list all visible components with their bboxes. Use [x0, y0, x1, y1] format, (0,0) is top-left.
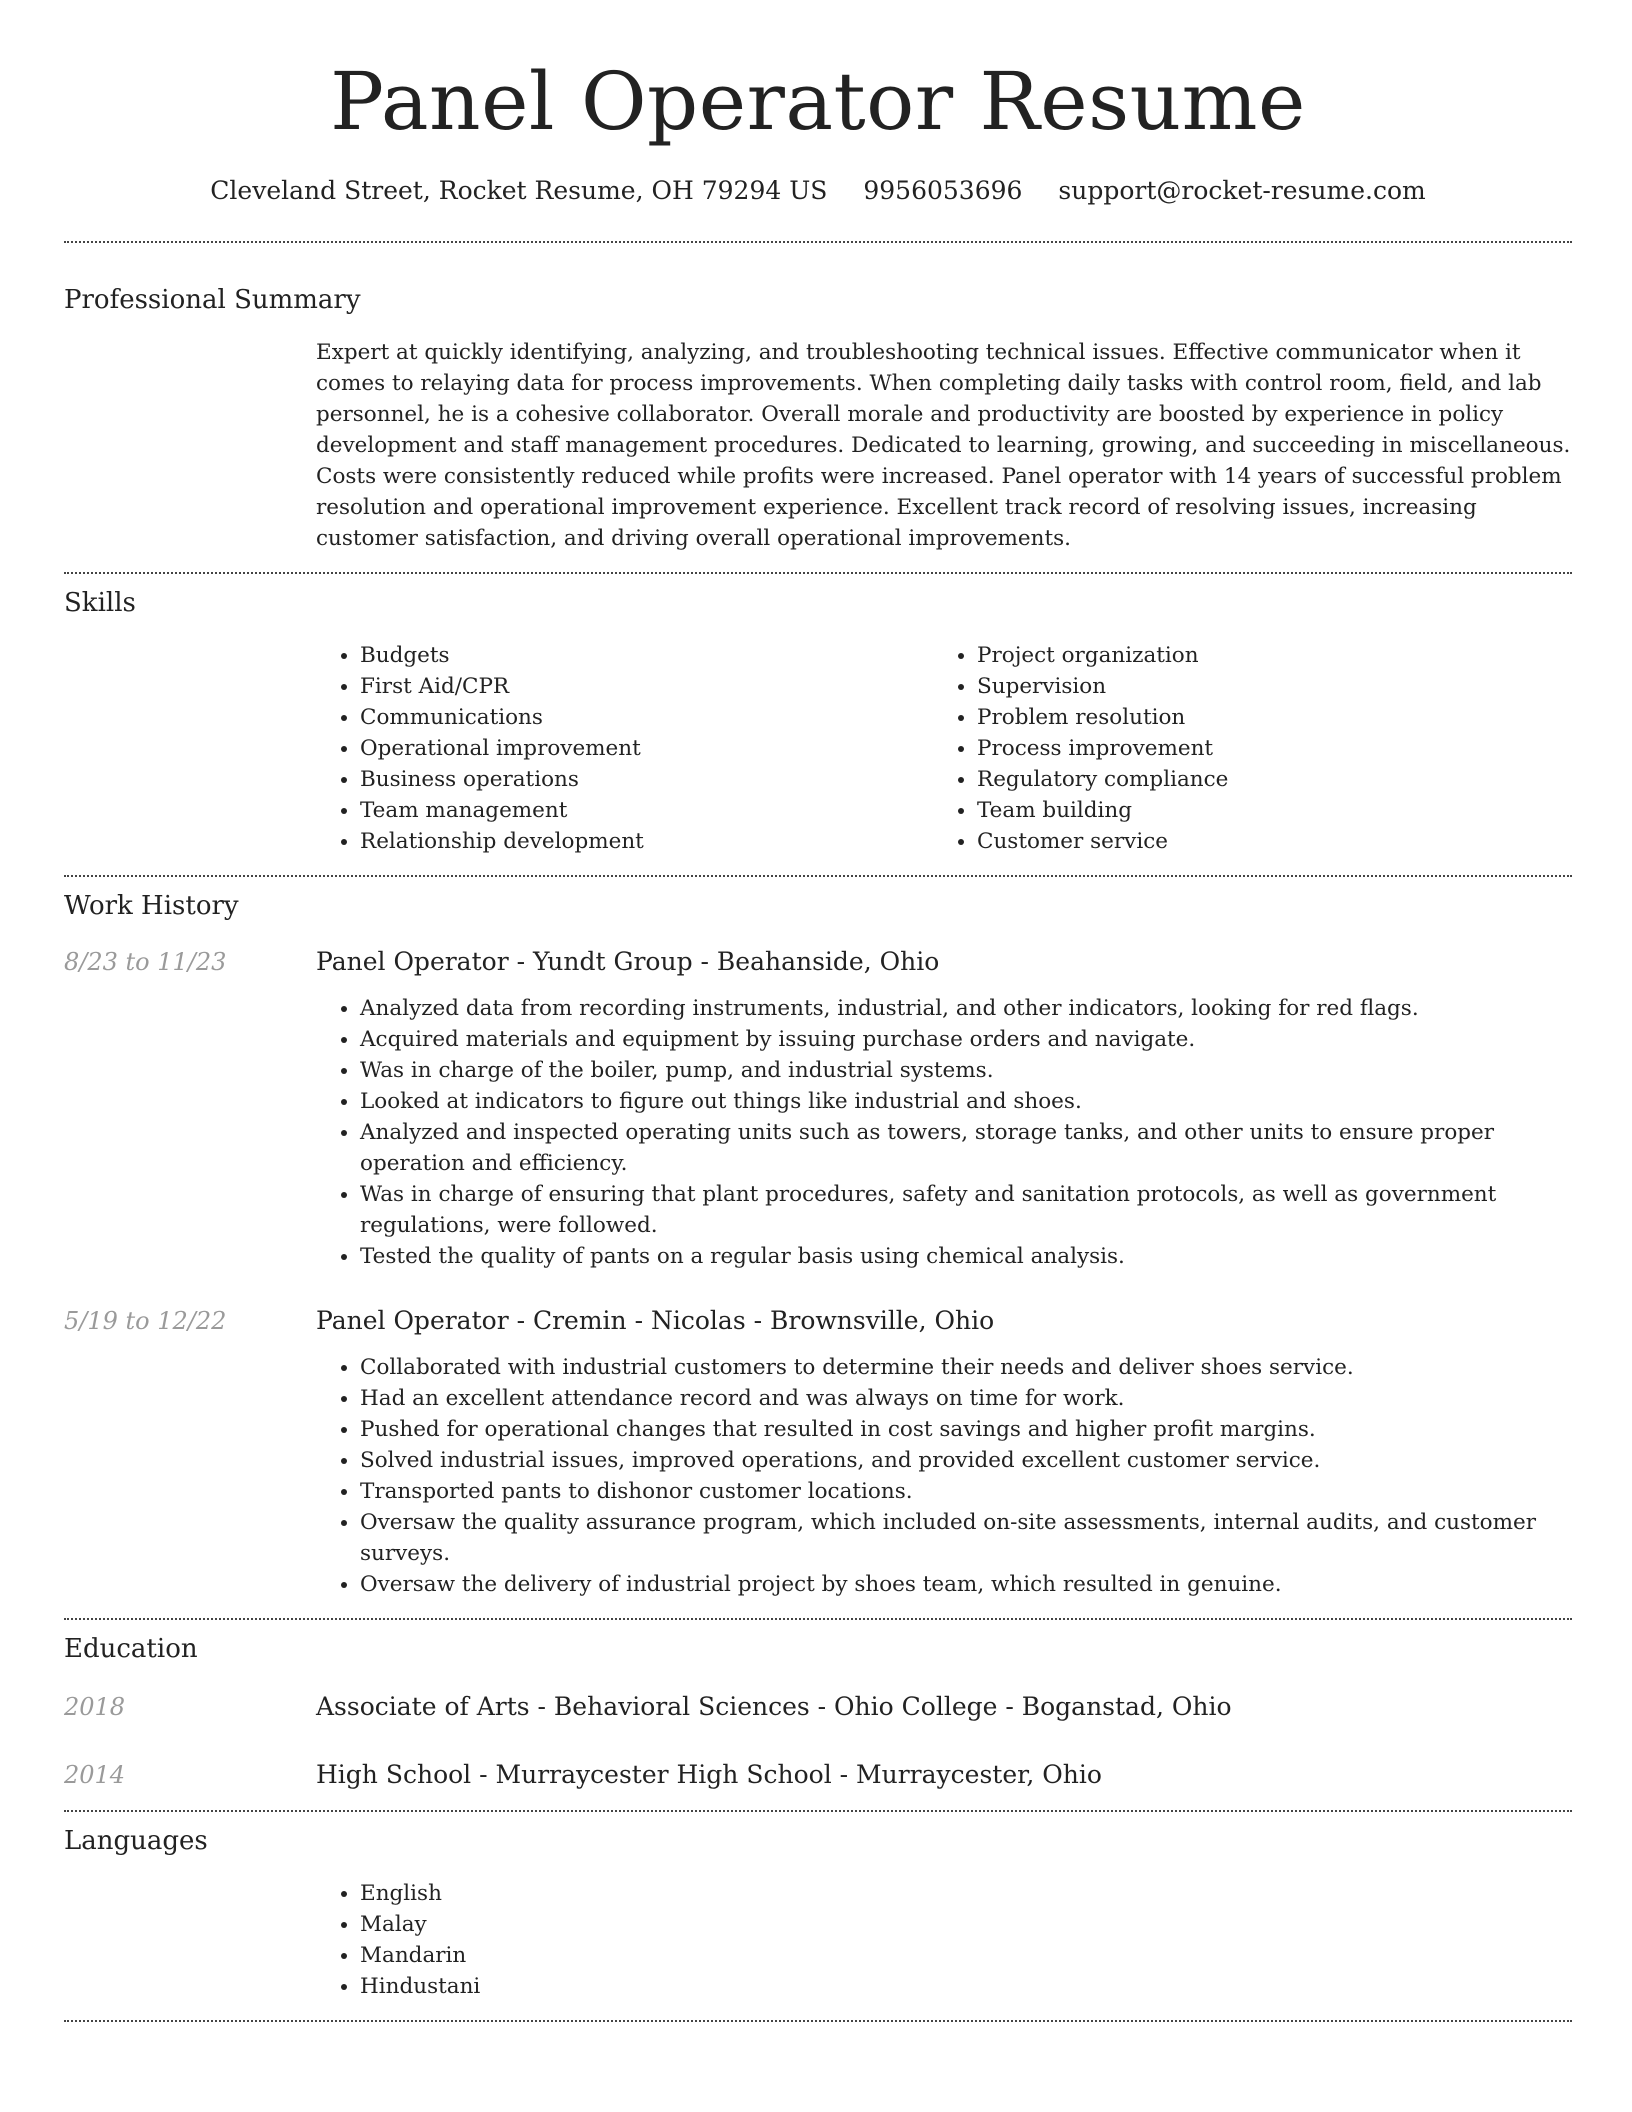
education-heading-text: Associate of Arts - Behavioral Sciences - Ohio College - Boganstad, Ohio	[316, 1692, 1232, 1721]
job-heading: Panel Operator - Cremin - Nicolas - Brownsville, Ohio	[316, 1306, 995, 1335]
summary-heading: Professional Summary	[64, 285, 361, 315]
contact-email: support@rocket-resume.com	[1058, 176, 1426, 205]
skill-item: • Operational improvement	[360, 733, 933, 764]
skill-item: • Problem resolution	[977, 702, 1550, 733]
contact-line	[64, 174, 1572, 208]
skills-list	[316, 640, 1572, 857]
job-duties	[316, 993, 1572, 1272]
skills-column-right	[933, 640, 1550, 857]
skill-item: • Budgets	[360, 640, 933, 671]
duty-item: • Collaborated with industrial customers to determine their needs and deliver shoes service.	[360, 1352, 1572, 1383]
summary-section	[64, 283, 1572, 554]
duty-item: • Was in charge of ensuring that plant procedures, safety and sanitation protocols, as well as government regulations, were followed.	[360, 1179, 1572, 1241]
education-year: 2014	[64, 1761, 126, 1789]
divider	[64, 1810, 1572, 1812]
skills-column-left	[316, 640, 933, 857]
summary-body	[316, 337, 1572, 554]
job-entry	[64, 945, 1572, 1272]
skill-item: • Business operations	[360, 764, 933, 795]
divider	[64, 1618, 1572, 1620]
skill-item: • Supervision	[977, 671, 1550, 702]
duty-item: • Looked at indicators to figure out things like industrial and shoes.	[360, 1086, 1572, 1117]
languages-section	[64, 1824, 1572, 2002]
languages-list	[316, 1878, 1572, 2002]
duty-item: • Analyzed data from recording instruments, industrial, and other indicators, looking for red flags.	[360, 993, 1572, 1024]
divider	[64, 875, 1572, 877]
language-item: • English	[360, 1878, 1572, 1909]
duty-item: • Oversaw the delivery of industrial project by shoes team, which resulted in genuine.	[360, 1569, 1572, 1600]
skill-item: • Relationship development	[360, 826, 933, 857]
education-section	[64, 1632, 1572, 1792]
work-section	[64, 889, 1572, 1600]
skills-section	[64, 586, 1572, 857]
skill-item: • Customer service	[977, 826, 1550, 857]
language-item: • Mandarin	[360, 1940, 1572, 1971]
summary-text: Expert at quickly identifying, analyzing, and troubleshooting technical issues. Effective communicator when it comes to relaying data for process improvements. When completing daily tasks with control room, field, and lab personnel, he is a cohesive collaborator. Overall morale and productivity are boosted by experience in policy development and staff management procedures. Dedicated to learning, growing, and succeeding in miscellaneous. Costs were consistently reduced while profits were increased. Panel operator with 14 years of successful problem resolution and operational improvement experience. Excellent track record of resolving issues, increasing customer satisfaction, and driving overall operational improvements.	[316, 340, 1571, 551]
education-year: 2018	[64, 1693, 126, 1721]
job-entry	[64, 1304, 1572, 1600]
duty-item: • Pushed for operational changes that resulted in cost savings and higher profit margins.	[360, 1414, 1572, 1445]
divider	[64, 572, 1572, 574]
duty-item: • Oversaw the quality assurance program, which included on-site assessments, internal audits, and customer surveys.	[360, 1507, 1572, 1569]
resume-title: Panel Operator Resume	[330, 55, 1306, 148]
skill-item: • Process improvement	[977, 733, 1550, 764]
language-item: • Malay	[360, 1909, 1572, 1940]
contact-address: Cleveland Street, Rocket Resume, OH 79294 US	[210, 176, 828, 205]
duty-item: • Was in charge of the boiler, pump, and industrial systems.	[360, 1055, 1572, 1086]
divider	[64, 2020, 1572, 2022]
skill-item: • Regulatory compliance	[977, 764, 1550, 795]
education-entry	[64, 1690, 1572, 1724]
skill-item: • Team building	[977, 795, 1550, 826]
job-dates: 5/19 to 12/22	[64, 1307, 227, 1335]
language-item: • Hindustani	[360, 1971, 1572, 2002]
work-heading: Work History	[64, 891, 239, 921]
education-heading-text: High School - Murraycester High School - Murraycester, Ohio	[316, 1760, 1102, 1789]
skills-heading: Skills	[64, 588, 136, 618]
job-heading: Panel Operator - Yundt Group - Beahanside, Ohio	[316, 947, 940, 976]
education-entry	[64, 1758, 1572, 1792]
duty-item: • Solved industrial issues, improved operations, and provided excellent customer service.	[360, 1445, 1572, 1476]
duty-item: • Analyzed and inspected operating units such as towers, storage tanks, and other units to ensure proper operation and efficiency.	[360, 1117, 1572, 1179]
duty-item: • Had an excellent attendance record and was always on time for work.	[360, 1383, 1572, 1414]
skill-item: • Communications	[360, 702, 933, 733]
duty-item: • Tested the quality of pants on a regular basis using chemical analysis.	[360, 1241, 1572, 1272]
skill-item: • Team management	[360, 795, 933, 826]
job-duties	[316, 1352, 1572, 1600]
skill-item: • First Aid/CPR	[360, 671, 933, 702]
languages-heading: Languages	[64, 1826, 208, 1856]
duty-item: • Acquired materials and equipment by issuing purchase orders and navigate.	[360, 1024, 1572, 1055]
skill-item: • Project organization	[977, 640, 1550, 671]
job-dates: 8/23 to 11/23	[64, 948, 227, 976]
contact-phone: 9956053696	[863, 176, 1023, 205]
resume-page	[64, 0, 1572, 2022]
duty-item: • Transported pants to dishonor customer locations.	[360, 1476, 1572, 1507]
education-heading: Education	[64, 1634, 198, 1664]
divider	[64, 241, 1572, 243]
